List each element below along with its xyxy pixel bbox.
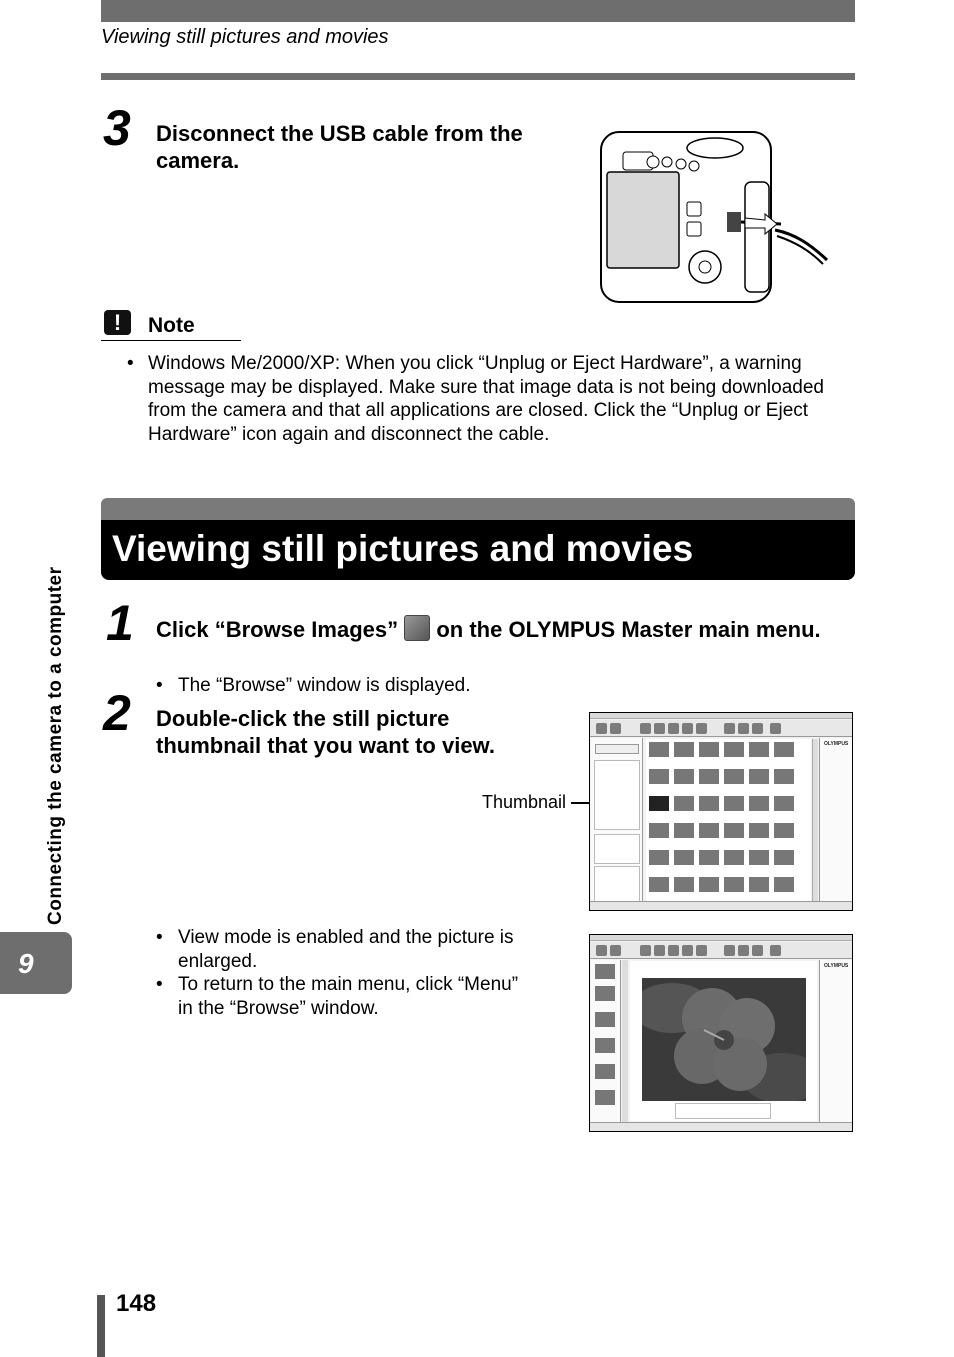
toolbar-icon [654,945,665,956]
thumbnail[interactable] [595,964,615,979]
chapter-tab [0,932,72,994]
browse-window-screenshot [589,712,853,911]
thumbnail[interactable] [699,823,719,838]
note-text: Windows Me/2000/XP: When you click “Unplug or Eject Hardware”, a warning message may be displayed. Make sure that image data is not being downloaded from the camera and that all applications are closed. Click the “Unplug or Eject Hardware” icon again and disconnect the cable. [148,353,824,445]
thumbnail[interactable] [649,850,669,865]
status-bar [590,901,853,911]
thumbnail[interactable] [774,769,794,784]
toolbar-icon [752,723,763,734]
section-header-top [101,498,855,522]
toolbar-icon [668,723,679,734]
chapter-title-vertical: Connecting the camera to a computer [45,566,66,925]
thumbnail[interactable] [749,850,769,865]
toolbar-icon [696,945,707,956]
menu-bar [590,935,852,941]
step-text-part: on the OLYMPUS Master main menu. [436,617,821,642]
thumbnail[interactable] [699,769,719,784]
thumbnail[interactable] [749,796,769,811]
toolbar-icon [738,945,749,956]
step-instruction: Double-click the still picture thumbnail that you want to view. [156,706,495,758]
thumbnail[interactable] [674,850,694,865]
thumbnail[interactable] [749,769,769,784]
thumbnail[interactable] [649,823,669,838]
calendar-panel [591,738,643,910]
thumbnail[interactable] [595,1012,615,1027]
exclamation-icon: ! [104,310,131,335]
toolbar-icon [668,945,679,956]
thumbnail[interactable] [724,823,744,838]
browse-images-icon [404,615,430,641]
thumbnail[interactable] [674,796,694,811]
step-text-part: Click “Browse Images” [156,617,399,642]
thumbnail[interactable] [774,796,794,811]
section-title: Viewing still pictures and movies [112,528,694,569]
toolbar-icon [724,945,735,956]
help-icon [770,945,781,956]
view-window-screenshot [589,934,853,1132]
thumbnail[interactable] [774,877,794,892]
thumbnail[interactable] [749,823,769,838]
back-icon [610,945,621,956]
thumbnail[interactable] [724,877,744,892]
toolbar [590,720,852,737]
step-bullet-text: The “Browse” window is displayed. [178,675,471,696]
info-panel [819,960,853,1122]
step-instruction [156,615,846,643]
thumbnail[interactable] [674,877,694,892]
thumbnail-callout-label: Thumbnail [482,792,567,812]
comment-box[interactable] [675,1103,771,1119]
thumbnail-grid[interactable] [646,739,811,901]
scrollbar[interactable] [812,739,818,901]
thumbnail[interactable] [674,823,694,838]
toolbar-icon [640,945,651,956]
thumbnail[interactable] [674,769,694,784]
toolbar-icon [682,723,693,734]
toolbar-icon [654,723,665,734]
note-rule [101,340,241,341]
back-icon [610,723,621,734]
menu-icon [596,723,607,734]
thumbnail[interactable] [749,877,769,892]
thumbnail[interactable] [649,796,669,811]
menu-bar [590,713,852,719]
step-number: 2 [103,685,129,741]
thumbnail[interactable] [724,796,744,811]
toolbar [590,942,852,959]
olympus-logo: OLYMPUS [824,963,849,969]
thumbnail[interactable] [699,742,719,757]
thumbnail[interactable] [699,796,719,811]
help-icon [770,723,781,734]
toolbar-icon [682,945,693,956]
note-label: Note [148,314,195,337]
thumbnail[interactable] [595,1090,615,1105]
view-bullet [156,926,536,973]
thumbnail[interactable] [724,769,744,784]
step-number: 1 [106,595,132,651]
thumbnail[interactable] [724,850,744,865]
thumbnail[interactable] [674,742,694,757]
thumbnail[interactable] [699,850,719,865]
step-instruction: Disconnect the USB cable from the camera. [156,121,523,173]
thumbnail[interactable] [774,742,794,757]
filmstrip[interactable] [591,960,621,1122]
running-head: Viewing still pictures and movies [101,26,389,48]
status-bar [590,1122,853,1132]
thumbnail[interactable] [749,742,769,757]
olympus-logo: OLYMPUS [824,741,849,747]
toolbar-icon [696,723,707,734]
thumbnail[interactable] [774,823,794,838]
header-bar [101,0,855,22]
bullet-glyph: • [127,353,134,374]
thumbnail[interactable] [774,850,794,865]
toolbar-icon [752,945,763,956]
bullet-glyph: • [156,974,163,995]
view-bullet-text: View mode is enabled and the picture is enlarged. [178,927,514,972]
chapter-number: 9 [18,948,34,979]
thumbnail[interactable] [595,986,615,1001]
page-number-bar [97,1295,105,1357]
toolbar-icon [640,723,651,734]
info-panel [819,738,853,910]
menu-icon [596,945,607,956]
bullet-glyph: • [156,927,163,948]
view-bullet-text: To return to the main menu, click “Menu” in the “Browse” window. [178,974,519,1019]
thumbnail[interactable] [595,1064,615,1079]
page-number: 148 [116,1290,157,1317]
camera-illustration [595,122,840,307]
step-number: 3 [103,100,129,156]
scrollbar[interactable] [622,960,628,1122]
view-bullet [156,973,536,1020]
toolbar-icon [724,723,735,734]
thumbnail[interactable] [649,742,669,757]
thumbnail[interactable] [595,1038,615,1053]
bullet-glyph: • [156,675,163,696]
thumbnail[interactable] [699,877,719,892]
thumbnail[interactable] [649,877,669,892]
toolbar-icon [738,723,749,734]
note-bullet [127,352,852,446]
thumbnail[interactable] [724,742,744,757]
enlarged-flower-photo [642,978,806,1101]
step-bullet [156,674,656,698]
thumbnail[interactable] [649,769,669,784]
header-rule [101,73,855,80]
